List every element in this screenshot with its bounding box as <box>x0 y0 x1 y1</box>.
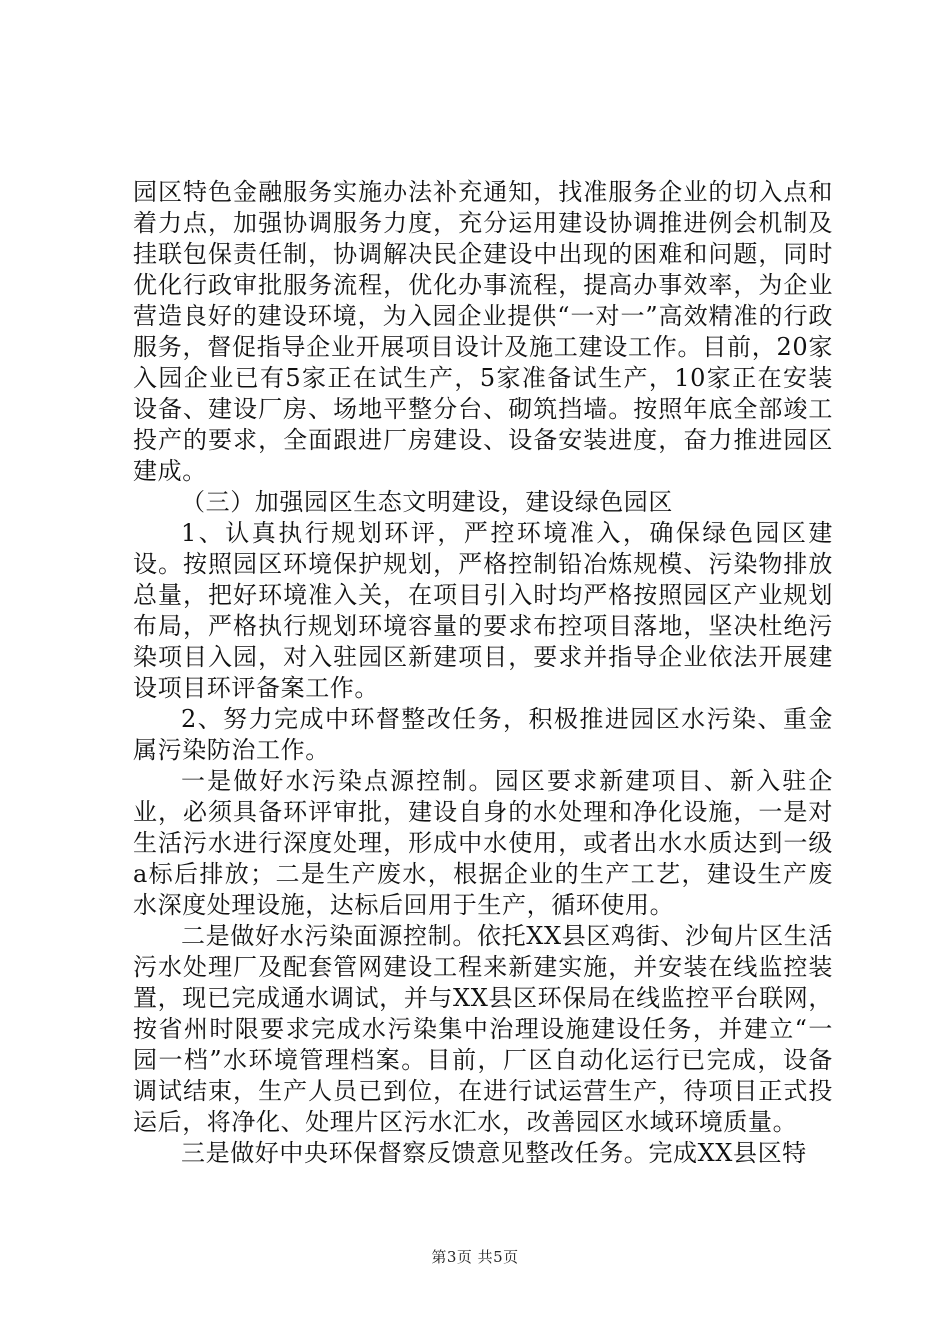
paragraph-financial-services: 园区特色金融服务实施办法补充通知，找准服务企业的切入点和着力点，加强协调服务力度，充分运用建设协调推进例会机制及挂联包保责任制，协调解决民企建设中出现的困难和问题，同时优化行政审批服务流程，优化办事流程，提高办事效率，为企业营造良好的建设环境，为入园企业提供“一对一”高效精准的行政服务，督促指导企业开展项目设计及施工建设工作。目前，20家入园企业已有5家正在试生产，5家准备试生产，10家正在安装设备、建设厂房、场地平整分台、砌筑挡墙。按照年底全部竣工投产的要求，全面跟进厂房建设、设备安装进度，奋力推进园区建成。 <box>133 178 833 485</box>
paragraph-rectification-tasks: 2、努力完成中环督整改任务，积极推进园区水污染、重金属污染防治工作。 <box>133 705 833 764</box>
page-number-footer: 第3页 共5页 <box>431 1248 519 1266</box>
section-heading-ecological: （三）加强园区生态文明建设，建设绿色园区 <box>181 488 673 516</box>
paragraph-central-inspection: 三是做好中央环保督察反馈意见整改任务。完成XX县区特 <box>181 1139 807 1167</box>
paragraph-area-source-control: 二是做好水污染面源控制。依托XX县区鸡街、沙甸片区生活污水处理厂及配套管网建设工程来新建实施，并安装在线监控装置，现已完成通水调试，并与XX县区环保局在线监控平台联网，按省州时限要求完成水污染集中治理设施建设任务，并建立“一园一档”水环境管理档案。目前，厂区自动化运行已完成，设备调试结束，生产人员已到位，在进行试运营生产，待项目正式投运后，将净化、处理片区污水汇水，改善园区水域环境质量。 <box>133 922 833 1136</box>
document-body <box>133 177 833 1169</box>
paragraph-point-source-control: 一是做好水污染点源控制。园区要求新建项目、新入驻企业，必须具备环评审批，建设自身的水处理和净化设施，一是对生活污水进行深度处理，形成中水使用，或者出水水质达到一级a标后排放；二是生产废水，根据企业的生产工艺，建设生产废水深度处理设施，达标后回用于生产，循环使用。 <box>133 767 833 919</box>
paragraph-planning-eia: 1、认真执行规划环评，严控环境准入，确保绿色园区建设。按照园区环境保护规划，严格控制铅冶炼规模、污染物排放总量，把好环境准入关，在项目引入时均严格按照园区产业规划布局，严格执行规划环境容量的要求布控项目落地，坚决杜绝污染项目入园，对入驻园区新建项目，要求并指导企业依法开展建设项目环评备案工作。 <box>133 519 833 702</box>
